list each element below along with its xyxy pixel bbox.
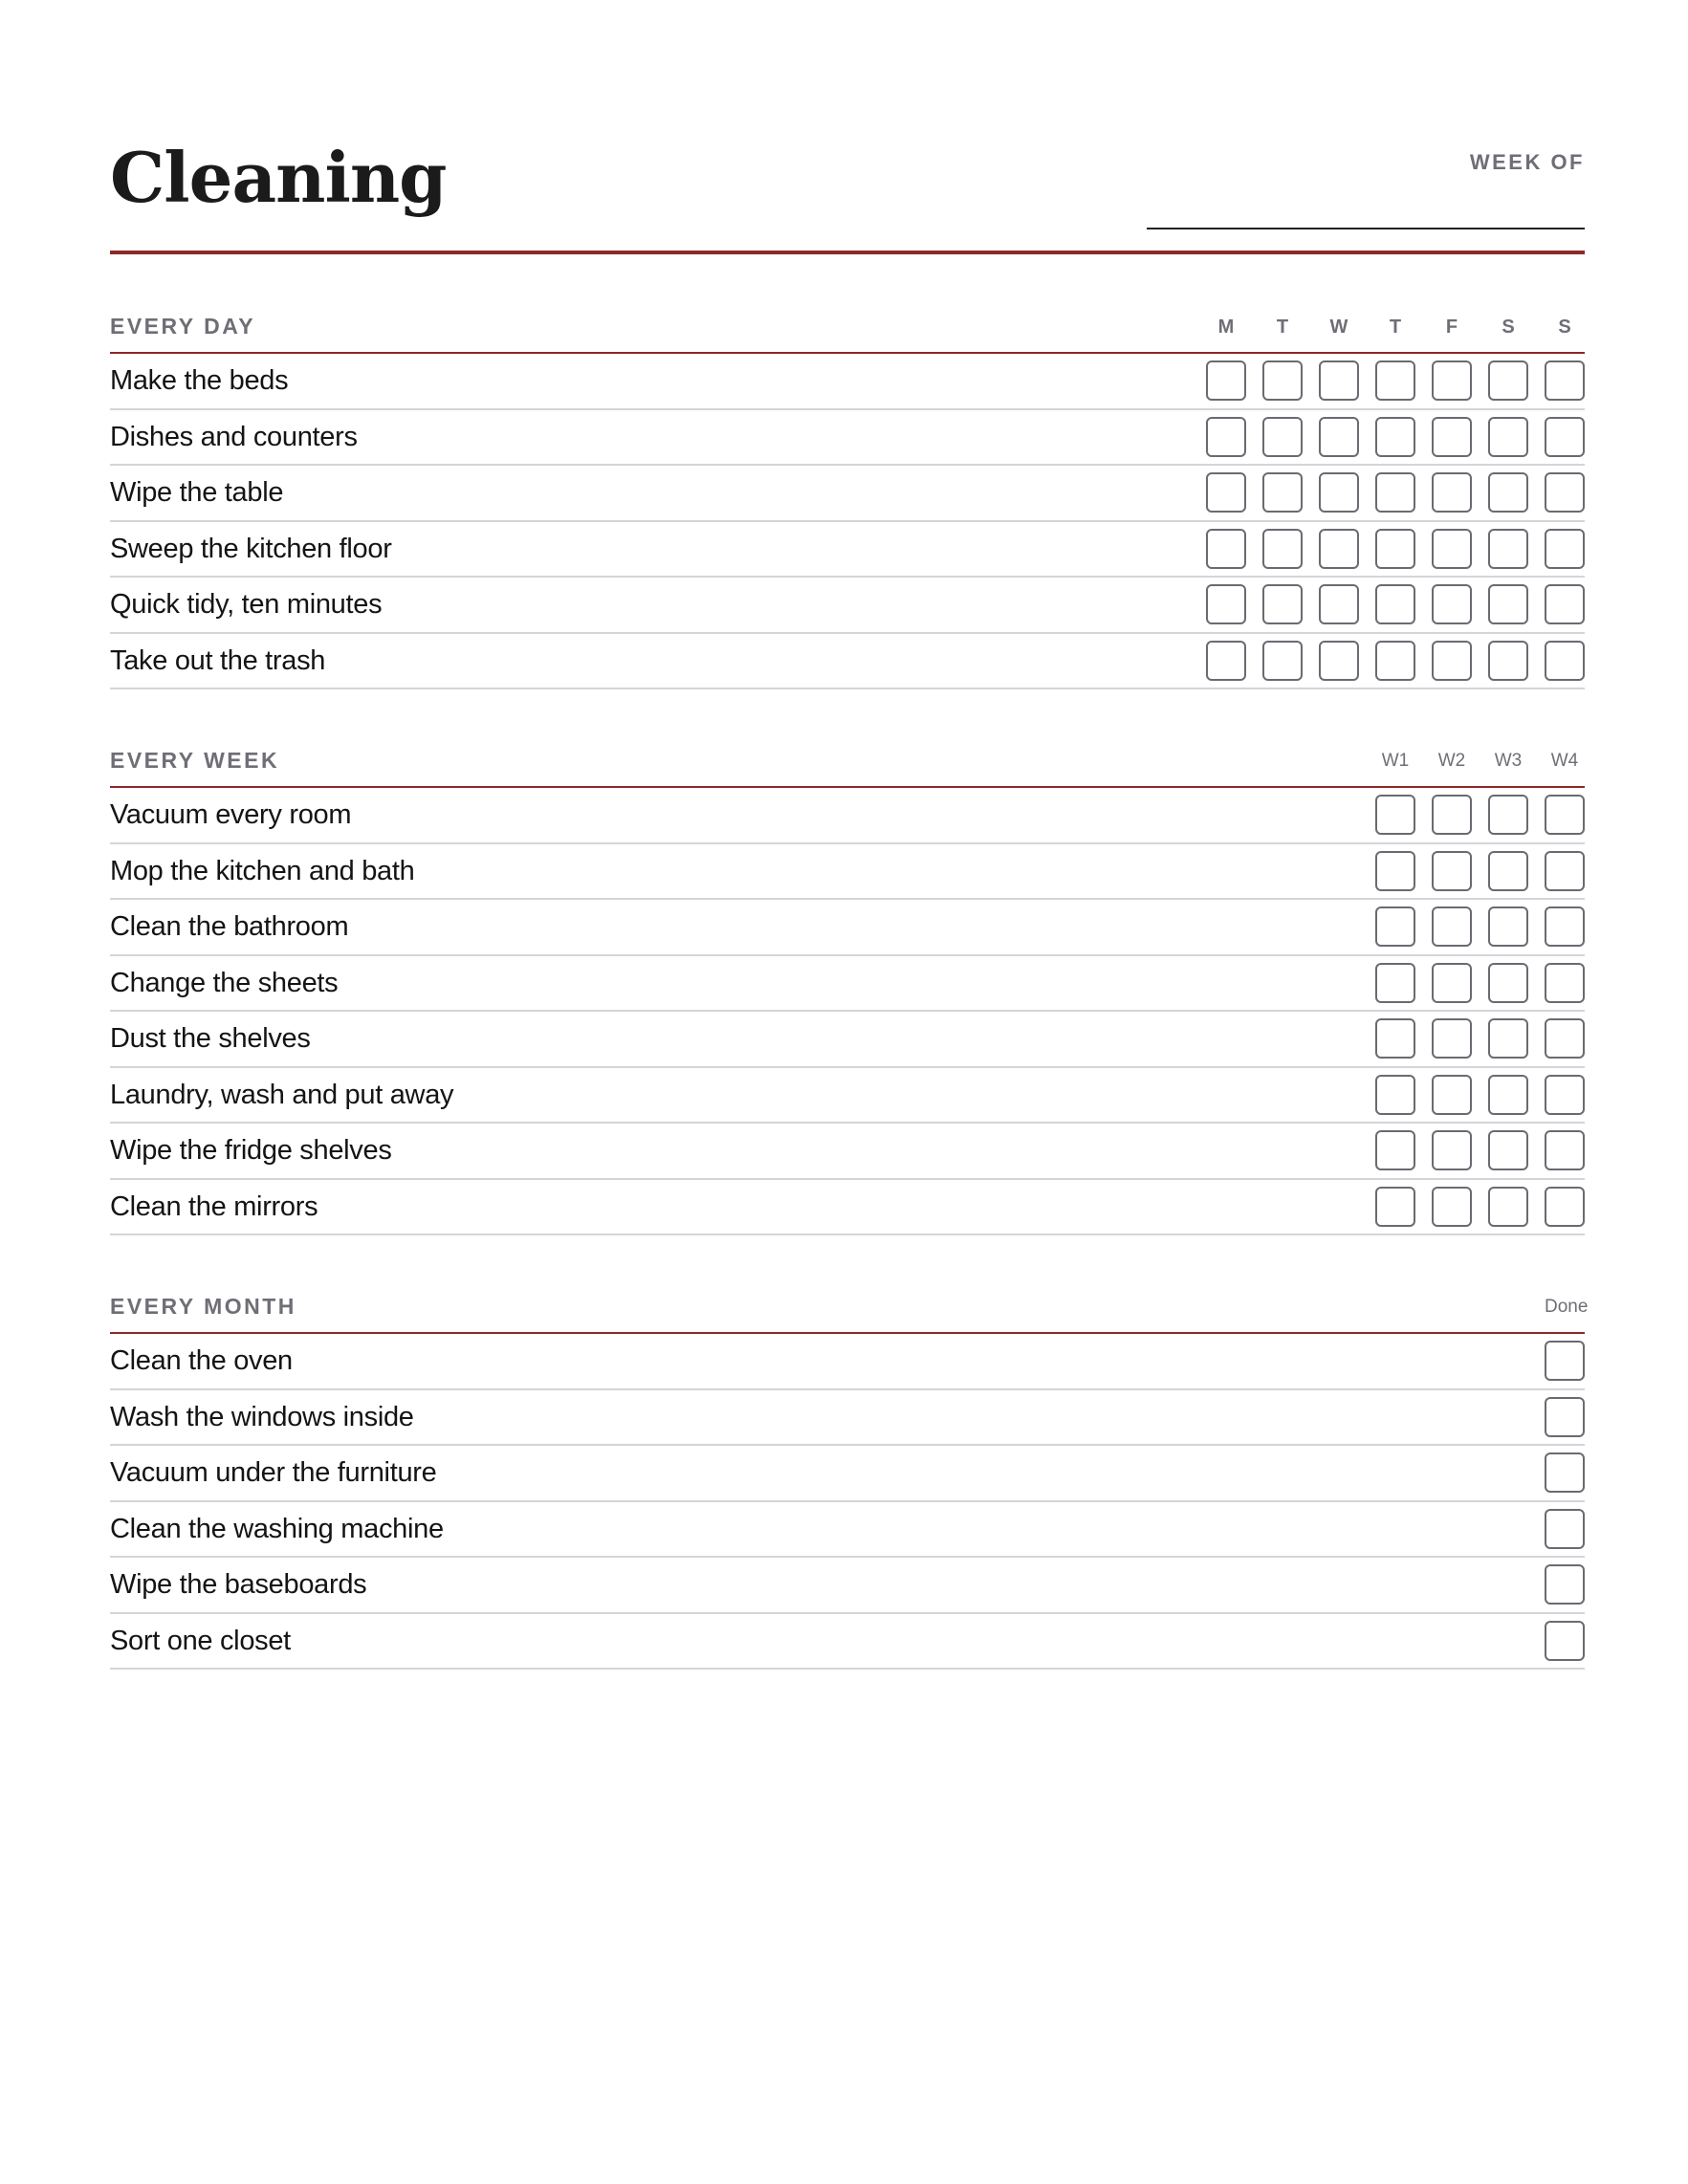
task-row — [110, 410, 1585, 467]
task-checkbox[interactable] — [1545, 851, 1585, 891]
task-checkbox[interactable] — [1545, 1452, 1585, 1493]
task-checkbox[interactable] — [1545, 1564, 1585, 1605]
task-row — [110, 1124, 1585, 1180]
task-checkbox[interactable] — [1488, 1075, 1528, 1115]
task-checkbox[interactable] — [1545, 906, 1585, 947]
task-checkbox[interactable] — [1262, 584, 1303, 624]
task-checkbox[interactable] — [1432, 417, 1472, 457]
task-label: Clean the mirrors — [110, 1190, 318, 1222]
section-title: EVERY DAY — [110, 314, 256, 339]
column-headers — [1545, 1297, 1589, 1318]
task-label: Clean the washing machine — [110, 1513, 444, 1544]
task-label: Dishes and counters — [110, 421, 358, 452]
column-header: T — [1276, 317, 1289, 338]
column-header: W4 — [1550, 751, 1579, 771]
task-checkbox[interactable] — [1545, 1509, 1585, 1549]
task-checkbox[interactable] — [1206, 472, 1246, 513]
checkbox-group — [1375, 906, 1585, 947]
section-header — [110, 689, 1585, 788]
task-checkbox[interactable] — [1488, 963, 1528, 1003]
task-label: Dust the shelves — [110, 1023, 311, 1054]
task-checkbox[interactable] — [1375, 963, 1415, 1003]
column-header: W — [1329, 317, 1348, 338]
task-checkbox[interactable] — [1488, 360, 1528, 401]
task-checkbox[interactable] — [1488, 1187, 1528, 1227]
section-every-month — [110, 1235, 1589, 1670]
task-checkbox[interactable] — [1545, 529, 1585, 569]
task-label: Take out the trash — [110, 644, 326, 676]
checkbox-group — [1545, 1452, 1585, 1493]
task-checkbox[interactable] — [1375, 906, 1415, 947]
task-checkbox[interactable] — [1488, 472, 1528, 513]
task-row — [110, 634, 1585, 690]
task-checkbox[interactable] — [1432, 472, 1472, 513]
task-checkbox[interactable] — [1262, 641, 1303, 681]
section-title: EVERY MONTH — [110, 1294, 296, 1319]
task-checkbox[interactable] — [1262, 360, 1303, 401]
checkbox-group — [1545, 1564, 1585, 1605]
column-header: M — [1217, 317, 1235, 338]
cleaning-checklist-page — [110, 0, 1589, 1670]
task-row — [110, 354, 1585, 410]
task-label: Sweep the kitchen floor — [110, 533, 392, 564]
task-checkbox[interactable] — [1545, 1187, 1585, 1227]
task-label: Wipe the baseboards — [110, 1569, 367, 1600]
task-checkbox[interactable] — [1319, 584, 1359, 624]
task-checkbox[interactable] — [1375, 851, 1415, 891]
checkbox-group — [1375, 1187, 1585, 1227]
task-checkbox[interactable] — [1488, 584, 1528, 624]
task-label: Wipe the table — [110, 477, 284, 508]
task-checkbox[interactable] — [1262, 472, 1303, 513]
column-header: F — [1445, 317, 1458, 338]
task-row — [110, 844, 1585, 901]
section-title: EVERY WEEK — [110, 748, 280, 773]
task-label: Mop the kitchen and bath — [110, 855, 415, 886]
section-header — [110, 1235, 1589, 1334]
task-label: Vacuum every room — [110, 799, 352, 830]
task-checkbox[interactable] — [1488, 851, 1528, 891]
task-label: Laundry, wash and put away — [110, 1079, 454, 1110]
task-checkbox[interactable] — [1375, 1018, 1415, 1059]
week-of-label: WEEK OF — [1469, 150, 1585, 174]
task-checkbox[interactable] — [1488, 1130, 1528, 1170]
checkbox-group — [1206, 417, 1585, 457]
task-checkbox[interactable] — [1375, 1075, 1415, 1115]
task-row — [110, 1068, 1585, 1125]
task-checkbox[interactable] — [1375, 529, 1415, 569]
section-header — [110, 255, 1585, 354]
checkbox-group — [1375, 851, 1585, 891]
task-checkbox[interactable] — [1545, 1130, 1585, 1170]
checkbox-group — [1206, 641, 1585, 681]
checkbox-group — [1545, 1397, 1585, 1437]
task-checkbox[interactable] — [1432, 641, 1472, 681]
task-label: Change the sheets — [110, 967, 339, 998]
column-headers — [1206, 317, 1585, 339]
task-checkbox[interactable] — [1488, 795, 1528, 835]
task-label: Wash the windows inside — [110, 1401, 414, 1432]
task-checkbox[interactable] — [1432, 584, 1472, 624]
task-checkbox[interactable] — [1432, 1018, 1472, 1059]
task-row — [110, 1180, 1585, 1236]
task-row — [110, 1614, 1585, 1671]
task-checkbox[interactable] — [1375, 795, 1415, 835]
task-checkbox[interactable] — [1488, 529, 1528, 569]
task-row — [110, 522, 1585, 579]
section-every-day — [110, 255, 1585, 689]
checkbox-group — [1375, 1075, 1585, 1115]
checkbox-group — [1375, 1130, 1585, 1170]
task-row — [110, 1390, 1585, 1447]
task-checkbox[interactable] — [1206, 360, 1246, 401]
section-every-week — [110, 689, 1585, 1235]
task-checkbox[interactable] — [1545, 1621, 1585, 1661]
task-row — [110, 1446, 1585, 1502]
checkbox-group — [1206, 472, 1585, 513]
column-header: Done — [1545, 1297, 1589, 1317]
task-checkbox[interactable] — [1432, 1075, 1472, 1115]
task-label: Clean the bathroom — [110, 911, 349, 942]
task-label: Sort one closet — [110, 1625, 291, 1656]
task-checkbox[interactable] — [1545, 1397, 1585, 1437]
task-checkbox[interactable] — [1432, 851, 1472, 891]
task-row — [110, 956, 1585, 1013]
task-checkbox[interactable] — [1375, 584, 1415, 624]
task-checkbox[interactable] — [1206, 529, 1246, 569]
header-divider — [110, 251, 1585, 254]
task-row — [110, 1558, 1585, 1614]
task-row — [110, 578, 1585, 634]
checkbox-group — [1206, 584, 1585, 624]
task-sections — [110, 255, 1589, 1670]
column-header: W1 — [1381, 751, 1410, 771]
checkbox-group — [1375, 1018, 1585, 1059]
task-checkbox[interactable] — [1545, 1018, 1585, 1059]
task-label: Clean the oven — [110, 1345, 293, 1376]
checkbox-group — [1206, 529, 1585, 569]
checkbox-group — [1545, 1509, 1585, 1549]
task-label: Wipe the fridge shelves — [110, 1135, 392, 1166]
task-checkbox[interactable] — [1262, 417, 1303, 457]
column-header: W2 — [1437, 751, 1466, 771]
task-checkbox[interactable] — [1488, 906, 1528, 947]
task-checkbox[interactable] — [1545, 584, 1585, 624]
checkbox-group — [1375, 795, 1585, 835]
task-checkbox[interactable] — [1432, 795, 1472, 835]
task-checkbox[interactable] — [1488, 1018, 1528, 1059]
task-checkbox[interactable] — [1545, 1075, 1585, 1115]
task-checkbox[interactable] — [1545, 1341, 1585, 1381]
checkbox-group — [1375, 963, 1585, 1003]
task-row — [110, 788, 1585, 844]
column-header: T — [1389, 317, 1402, 338]
task-label: Quick tidy, ten minutes — [110, 589, 383, 620]
task-checkbox[interactable] — [1432, 906, 1472, 947]
task-checkbox[interactable] — [1432, 360, 1472, 401]
task-checkbox[interactable] — [1319, 360, 1359, 401]
week-of-field[interactable] — [1147, 228, 1585, 229]
task-checkbox[interactable] — [1432, 529, 1472, 569]
task-row — [110, 1502, 1585, 1559]
task-checkbox[interactable] — [1545, 963, 1585, 1003]
task-checkbox[interactable] — [1319, 472, 1359, 513]
task-checkbox[interactable] — [1545, 795, 1585, 835]
task-checkbox[interactable] — [1432, 1187, 1472, 1227]
task-checkbox[interactable] — [1319, 641, 1359, 681]
task-checkbox[interactable] — [1375, 641, 1415, 681]
task-checkbox[interactable] — [1375, 417, 1415, 457]
task-checkbox[interactable] — [1545, 360, 1585, 401]
task-checkbox[interactable] — [1545, 641, 1585, 681]
column-header: W3 — [1494, 751, 1523, 771]
page-title: Cleaning — [110, 137, 447, 218]
task-label: Vacuum under the furniture — [110, 1457, 437, 1488]
checkbox-group — [1545, 1621, 1585, 1661]
task-row — [110, 900, 1585, 956]
task-row — [110, 1334, 1585, 1390]
task-checkbox[interactable] — [1206, 641, 1246, 681]
task-checkbox[interactable] — [1488, 417, 1528, 457]
task-checkbox[interactable] — [1488, 641, 1528, 681]
task-checkbox[interactable] — [1319, 529, 1359, 569]
column-header: S — [1502, 317, 1515, 338]
task-checkbox[interactable] — [1545, 417, 1585, 457]
page-header — [110, 0, 1585, 255]
checkbox-group — [1206, 360, 1585, 401]
task-checkbox[interactable] — [1375, 1130, 1415, 1170]
task-row — [110, 466, 1585, 522]
checkbox-group — [1545, 1341, 1585, 1381]
task-label: Make the beds — [110, 365, 289, 396]
task-checkbox[interactable] — [1432, 1130, 1472, 1170]
task-checkbox[interactable] — [1206, 584, 1246, 624]
task-checkbox[interactable] — [1206, 417, 1246, 457]
task-checkbox[interactable] — [1545, 472, 1585, 513]
task-checkbox[interactable] — [1375, 472, 1415, 513]
task-row — [110, 1012, 1585, 1068]
column-header: S — [1558, 317, 1571, 338]
column-headers — [1375, 751, 1585, 772]
task-checkbox[interactable] — [1375, 360, 1415, 401]
task-checkbox[interactable] — [1375, 1187, 1415, 1227]
task-checkbox[interactable] — [1262, 529, 1303, 569]
task-checkbox[interactable] — [1319, 417, 1359, 457]
task-checkbox[interactable] — [1432, 963, 1472, 1003]
